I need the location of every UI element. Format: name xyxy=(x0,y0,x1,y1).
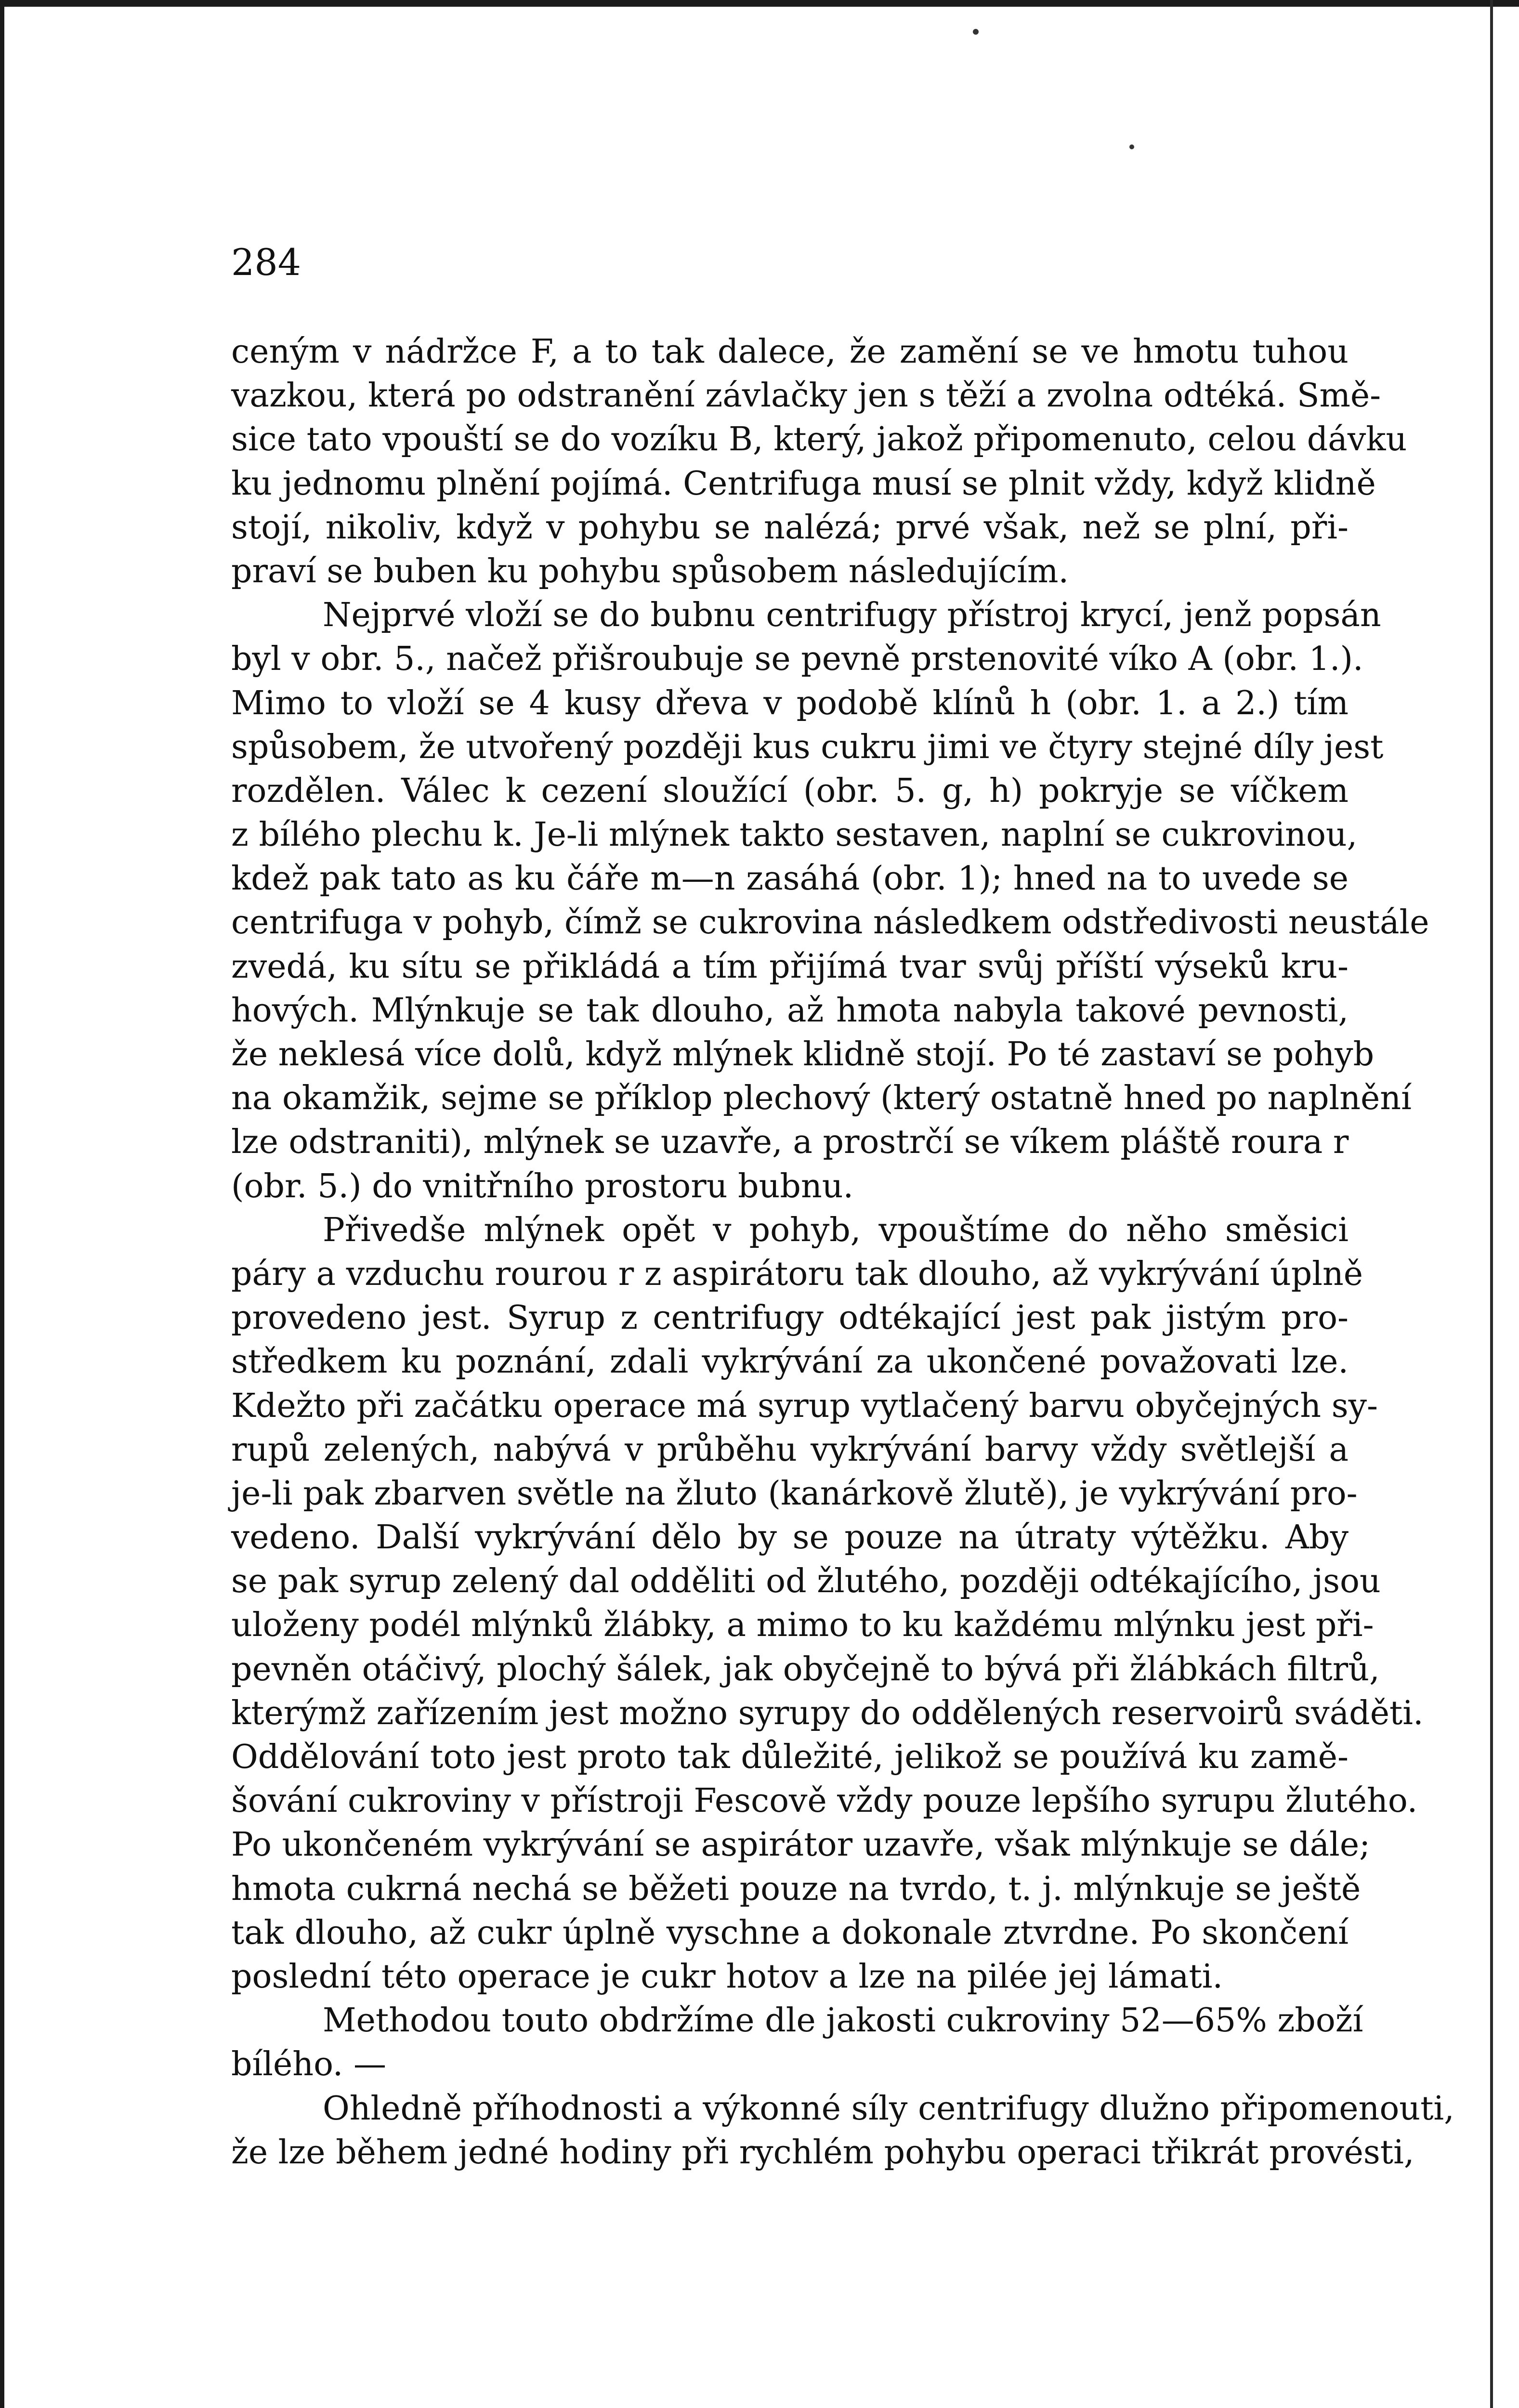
text-line: hových. Mlýnkuje se tak dlouho, až hmota nabyla takové pevnosti, xyxy=(231,991,1349,1030)
text-line: ku jednomu plnění pojímá. Centrifuga musí se plnit vždy, když klidně xyxy=(231,464,1376,503)
text-line: Methodou touto obdržíme dle jakosti cukroviny 52—65% zboží xyxy=(323,2002,1363,2040)
text-line: poslední této operace je cukr hotov a lze na pilée jej lámati. xyxy=(231,1957,1223,1996)
scan-border-left xyxy=(0,0,4,2408)
text-line: kterýmž zařízením jest možno syrupy do oddělených reservoirů sváděti. xyxy=(231,1694,1424,1732)
text-line: vazkou, která po odstranění závlačky jen s těží a zvolna odtéká. Smě- xyxy=(231,377,1381,415)
text-line: že lze během jedné hodiny při rychlém pohybu operaci třikrát provésti, xyxy=(231,2133,1414,2172)
text-line: pevněn otáčivý, plochý šálek, jak obyčejně to bývá při žlábkách filtrů, xyxy=(231,1650,1380,1688)
text-line: rupů zelených, nabývá v průběhu vykrývání barvy vždy světlejší a xyxy=(231,1430,1349,1469)
page-number: 284 xyxy=(231,241,301,284)
text-line: hmota cukrná nechá se běžeti pouze na tvrdo, t. j. mlýnkuje se ještě xyxy=(231,1870,1361,1908)
text-line: byl v obr. 5., načež přišroubuje se pevně prstenovité víko A (obr. 1.). xyxy=(231,640,1363,679)
text-line: uloženy podél mlýnků žlábky, a mimo to ku každému mlýnku jest při- xyxy=(231,1606,1374,1645)
text-line: vedeno. Další vykrývání dělo by se pouze na útraty výtěžku. Aby xyxy=(231,1518,1349,1557)
scan-speck xyxy=(1129,144,1134,149)
text-line: Kdežto při začátku operace má syrup vytlačený barvu obyčejných sy- xyxy=(231,1387,1378,1425)
text-line: Po ukončeném vykrývání se aspirátor uzavře, však mlýnkuje se dále; xyxy=(231,1826,1371,1864)
text-line: Ohledně příhodnosti a výkonné síly centrifugy dlužno připomenouti, xyxy=(323,2089,1454,2128)
text-line: páry a vzduchu rourou r z aspirátoru tak dlouho, až vykrývání úplně xyxy=(231,1255,1363,1293)
scan-speck xyxy=(973,29,979,35)
text-line: rozdělen. Válec k cezení sloužící (obr. 5. g, h) pokryje se víčkem xyxy=(231,772,1349,810)
text-line: spůsobem, že utvořený později kus cukru jimi ve čtyry stejné díly jest xyxy=(231,728,1384,766)
scan-border-top xyxy=(0,0,1519,7)
text-line: středkem ku poznání, zdali vykrývání za ukončené považovati lze. xyxy=(231,1343,1349,1381)
body-text xyxy=(231,330,1454,2174)
text-line: Nejprvé vloží se do bubnu centrifugy přístroj krycí, jenž popsán xyxy=(323,596,1381,635)
book-page xyxy=(231,241,1454,2174)
scan-border-right xyxy=(1490,0,1493,2408)
text-line: je-li pak zbarven světle na žluto (kanárkově žlutě), je vykrývání pro- xyxy=(231,1474,1358,1513)
text-line: Přivedše mlýnek opět v pohyb, vpouštíme do něho směsici xyxy=(323,1211,1349,1249)
text-line: bílého. — xyxy=(231,2045,387,2084)
text-line: praví se buben ku pohybu spůsobem následujícím. xyxy=(231,552,1069,590)
text-line: že neklesá více dolů, když mlýnek klidně stojí. Po té zastaví se pohyb xyxy=(231,1035,1375,1073)
text-line: stojí, nikoliv, když v pohybu se nalézá; prvé však, než se plní, při- xyxy=(231,508,1349,547)
text-line: na okamžik, sejme se příklop plechový (který ostatně hned po naplnění xyxy=(231,1079,1412,1118)
text-line: zvedá, ku sítu se přikládá a tím přijímá tvar svůj příští výseků kru- xyxy=(231,947,1349,986)
text-line: Mimo to vloží se 4 kusy dřeva v podobě klínů h (obr. 1. a 2.) tím xyxy=(231,684,1349,722)
text-line: šování cukroviny v přístroji Fescově vždy pouze lepšího syrupu žlutého. xyxy=(231,1782,1418,1820)
text-line: (obr. 5.) do vnitřního prostoru bubnu. xyxy=(231,1167,854,1205)
text-line: centrifuga v pohyb, čímž se cukrovina následkem odstředivosti neustále xyxy=(231,903,1429,942)
text-line: kdež pak tato as ku čáře m—n zasáhá (obr. 1); hned na to uvede se xyxy=(231,860,1349,898)
text-line: ceným v nádržce F, a to tak dalece, že zamění se ve hmotu tuhou xyxy=(231,333,1349,371)
text-line: lze odstraniti), mlýnek se uzavře, a prostrčí se víkem pláště roura r xyxy=(231,1123,1349,1162)
text-line: Oddělování toto jest proto tak důležité, jelikož se používá ku zamě- xyxy=(231,1738,1349,1776)
text-line: sice tato vpouští se do vozíku B, který, jakož připomenuto, celou dávku xyxy=(231,420,1407,459)
text-line: z bílého plechu k. Je-li mlýnek takto sestaven, naplní se cukrovinou, xyxy=(231,816,1358,854)
text-line: provedeno jest. Syrup z centrifugy odtékající jest pak jistým pro- xyxy=(231,1299,1349,1337)
text-line: tak dlouho, až cukr úplně vyschne a dokonale ztvrdne. Po skončení xyxy=(231,1913,1349,1952)
text-line: se pak syrup zelený dal odděliti od žlutého, později odtékajícího, jsou xyxy=(231,1562,1381,1601)
